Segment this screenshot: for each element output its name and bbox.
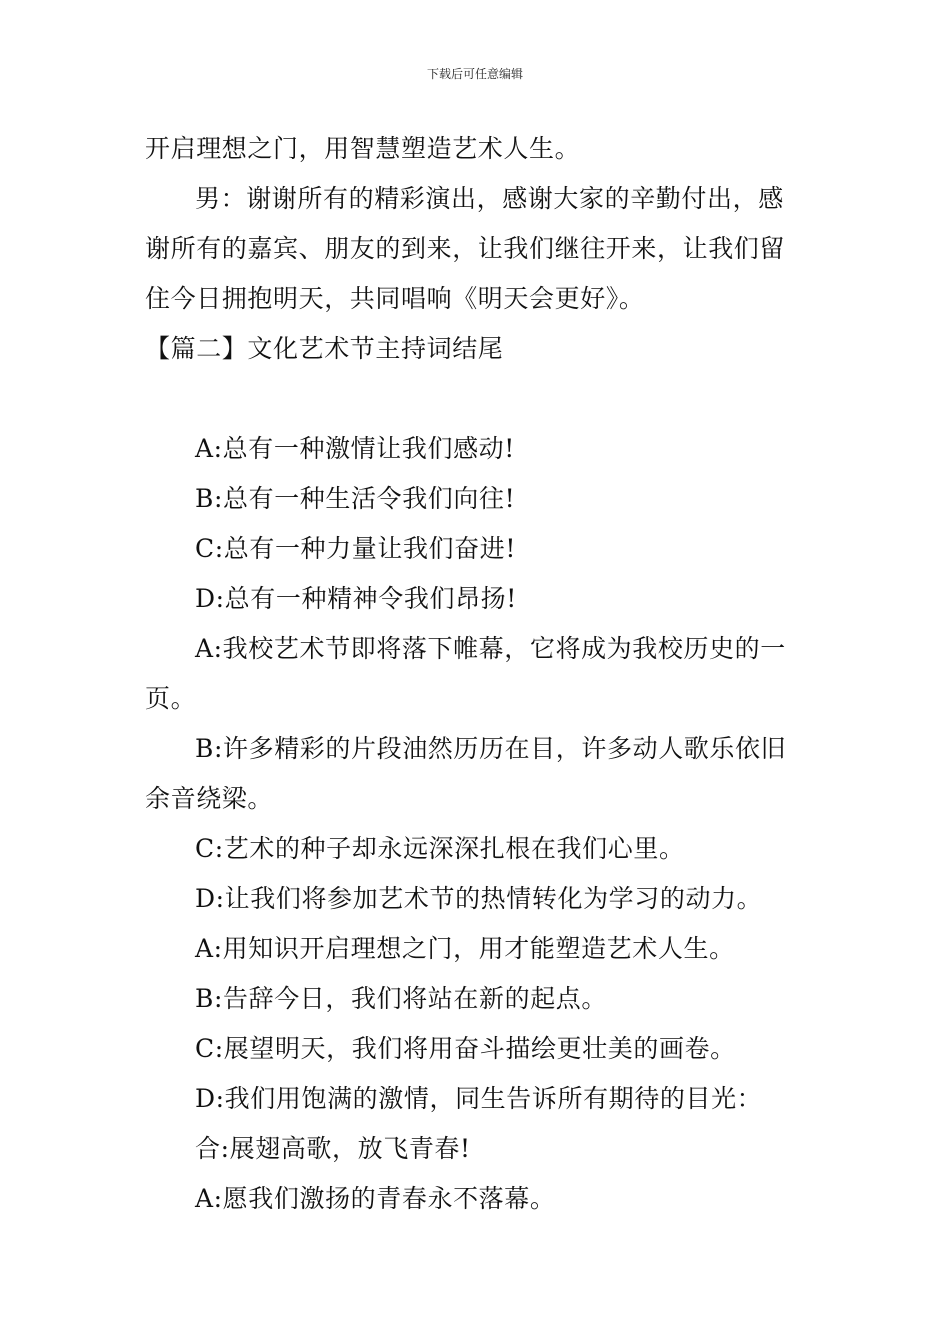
text-line: B:许多精彩的片段油然历历在目，许多动人歌乐依旧 <box>195 734 787 763</box>
text-line: 开启理想之门，用智慧塑造艺术人生。 <box>145 134 581 163</box>
document-body <box>145 128 810 1228</box>
text-line: B:告辞今日，我们将站在新的起点。 <box>195 984 607 1013</box>
text-line: C:展望明天，我们将用奋斗描绘更壮美的画卷。 <box>195 1034 736 1063</box>
text-line: D:总有一种精神令我们昂扬! <box>195 584 517 613</box>
text-line: 页。 <box>145 684 197 713</box>
blank-line <box>145 378 810 428</box>
text-line: 男：谢谢所有的精彩演出，感谢大家的辛勤付出，感 <box>195 184 784 213</box>
section-heading: 【篇二】文化艺术节主持词结尾 <box>145 334 504 363</box>
text-line: C:总有一种力量让我们奋进! <box>195 534 516 563</box>
text-line: A:愿我们激扬的青春永不落幕。 <box>195 1184 556 1213</box>
text-line: A:我校艺术节即将落下帷幕，它将成为我校历史的一 <box>195 634 786 663</box>
text-line: A:用知识开启理想之门，用才能塑造艺术人生。 <box>195 934 735 963</box>
text-line: 住今日拥抱明天，共同唱响《明天会更好》。 <box>145 284 645 313</box>
text-line: D:让我们将参加艺术节的热情转化为学习的动力。 <box>195 884 763 913</box>
text-line: B:总有一种生活令我们向往! <box>195 484 516 513</box>
text-line: 谢所有的嘉宾、朋友的到来，让我们继往开来，让我们留 <box>145 234 786 263</box>
text-line: A:总有一种激情让我们感动! <box>195 434 515 463</box>
page-header: 下载后可任意编辑 <box>426 67 523 81</box>
text-line: C:艺术的种子却永远深深扎根在我们心里。 <box>195 834 685 863</box>
text-line: D:我们用饱满的激情，同生告诉所有期待的目光： <box>195 1084 763 1113</box>
text-line: 余音绕梁。 <box>145 784 274 813</box>
text-line: 合:展翅高歌，放飞青春! <box>195 1134 471 1163</box>
